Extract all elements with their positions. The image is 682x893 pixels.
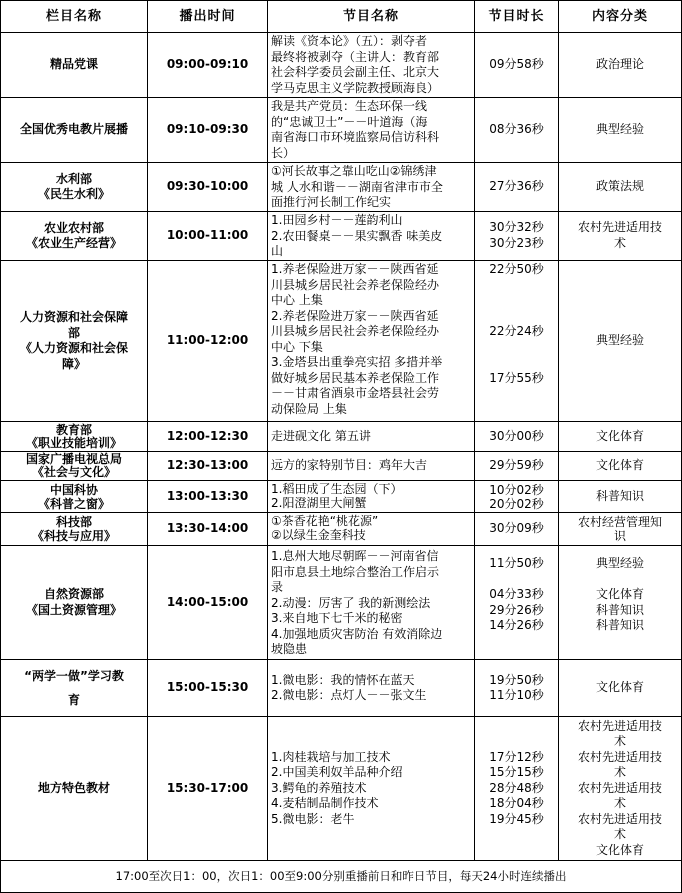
name-line: 《社会与文化》 xyxy=(31,465,116,479)
program-list xyxy=(268,33,474,97)
table-row-name xyxy=(1,212,147,260)
rebroadcast-note: 17:00至次日1：00，次日1：00至9:00分别重播前日和昨日节目，每天24小时连续播出 xyxy=(115,868,567,883)
program-list xyxy=(268,422,474,451)
program-line: ②以绿生金奎科技 xyxy=(271,528,366,542)
program-list xyxy=(268,481,474,512)
program-line: 中心 上集 xyxy=(271,293,323,307)
program-line: 解读《资本论》（五）：剥夺者 xyxy=(271,34,428,48)
air-time: 12:30-13:00 xyxy=(166,458,249,473)
category-value: 农村先进适用技 xyxy=(577,220,662,234)
name-line: 《国土资源管理》 xyxy=(25,602,122,617)
category xyxy=(559,660,681,716)
program-line: 动保险局 上集 xyxy=(271,401,347,416)
category xyxy=(559,422,681,451)
duration-value: 11分50秒 xyxy=(489,556,544,570)
duration-value: 30分00秒 xyxy=(489,428,544,443)
program-list xyxy=(268,98,474,162)
duration-value: 30分32秒 xyxy=(489,220,544,234)
program-list xyxy=(268,513,474,545)
category-value: 文化体育 xyxy=(595,458,644,473)
program-line: 南省海口市环境监察局信访科科 xyxy=(271,130,440,144)
category xyxy=(559,98,681,162)
name-line: 科技部 xyxy=(55,515,92,529)
air-time: 09:30-10:00 xyxy=(166,179,249,194)
program-line: 面推行河长制工作纪实 xyxy=(271,195,392,209)
name-line: “两学一做”学习教 xyxy=(24,669,124,683)
table-row-name xyxy=(1,261,147,421)
category-value: 文化体育 xyxy=(595,842,644,857)
duration xyxy=(475,422,558,451)
category-value: 农村先进适用技 xyxy=(577,718,662,733)
duration xyxy=(475,452,558,480)
table-row-name xyxy=(1,452,147,480)
category-value: 农村经营管理知 xyxy=(577,515,662,529)
program-line: 坡隐患 xyxy=(271,642,308,656)
name-line: 农业农村部 xyxy=(43,220,104,235)
category xyxy=(559,33,681,97)
program-line: 2.微电影：点灯人－－张文生 xyxy=(271,688,427,702)
name-line: 《科技与应用》 xyxy=(31,529,116,543)
program-line: 3.鳄龟的养殖技术 xyxy=(271,780,367,795)
category xyxy=(559,481,681,512)
program-line: 川县城乡居民社会养老保险经办 xyxy=(271,324,440,338)
category-value: 术 xyxy=(613,796,626,811)
category-value: 科普知识 xyxy=(595,602,644,617)
table-row-name xyxy=(1,163,147,211)
category-value: 政策法规 xyxy=(595,179,644,194)
duration-value: 11分10秒 xyxy=(489,688,544,702)
header-program-name: 节目名称 xyxy=(342,8,399,24)
program-list xyxy=(268,163,474,211)
program-line: 城 人水和谐－－湖南省津市市全 xyxy=(271,179,443,194)
air-time: 15:00-15:30 xyxy=(166,680,249,695)
duration xyxy=(475,163,558,211)
duration-value: 19分50秒 xyxy=(489,672,544,687)
category-value: 农村先进适用技 xyxy=(577,749,662,764)
category-value: 文化体育 xyxy=(595,587,644,601)
table-row-name xyxy=(1,717,147,860)
program-line: 1.田园乡村－－莲韵利山 xyxy=(271,213,403,227)
category-value: 农村先进适用技 xyxy=(577,811,662,826)
category-value: 典型经验 xyxy=(595,556,644,570)
program-list xyxy=(268,717,474,860)
header-column-name: 栏目名称 xyxy=(45,8,102,24)
name-line: 自然资源部 xyxy=(43,587,104,601)
category-value: 术 xyxy=(613,235,626,250)
category-value: 术 xyxy=(613,827,626,842)
duration-value: 30分23秒 xyxy=(489,235,544,250)
air-time: 10:00-11:00 xyxy=(166,228,249,243)
program-line: 的“忠诚卫士”－－叶道海（海 xyxy=(271,114,428,129)
program-line: ①河长故事之靠山吃山②锦绣津 xyxy=(271,164,437,178)
name-line: 育 xyxy=(67,693,80,707)
program-line: 2.农田餐桌－－果实飘香 味美皮 xyxy=(271,228,443,243)
duration xyxy=(475,33,558,97)
duration-value: 20分02秒 xyxy=(489,496,544,511)
duration-value: 22分50秒 xyxy=(489,262,544,276)
category-value: 识 xyxy=(613,529,626,543)
category xyxy=(559,513,681,545)
duration xyxy=(475,513,558,545)
air-time: 13:00-13:30 xyxy=(166,488,249,503)
name-line: 地方特色教材 xyxy=(37,780,110,795)
table-row-name xyxy=(1,481,147,512)
program-line: 最终将被剥夺（主讲人：教育部 xyxy=(271,49,440,64)
duration xyxy=(475,717,558,860)
duration xyxy=(475,261,558,421)
category xyxy=(559,717,681,860)
program-line: 走进砚文化 第五讲 xyxy=(271,428,371,443)
program-list xyxy=(268,212,474,260)
table-row-name xyxy=(1,546,147,659)
duration-value: 18分04秒 xyxy=(489,796,544,811)
category-value: 典型经验 xyxy=(595,122,644,137)
table-row-name xyxy=(1,513,147,545)
name-line: 中国科协 xyxy=(49,482,98,497)
category-value: 文化体育 xyxy=(595,680,644,695)
air-time: 11:00-12:00 xyxy=(166,333,249,348)
air-time: 09:10-09:30 xyxy=(166,122,249,137)
category-value: 文化体育 xyxy=(595,428,644,443)
category-value: 科普知识 xyxy=(595,618,644,632)
program-line: 做好城乡居民基本养老保险工作 xyxy=(271,370,440,385)
program-list xyxy=(268,660,474,716)
duration-value: 29分59秒 xyxy=(489,458,544,473)
duration-value: 04分33秒 xyxy=(489,587,544,601)
program-line: 1.养老保险进万家－－陕西省延 xyxy=(271,262,439,276)
category xyxy=(559,452,681,480)
name-line: 精品党课 xyxy=(49,57,98,72)
air-time: 12:00-12:30 xyxy=(166,428,249,443)
name-line: 人力资源和社会保障 xyxy=(19,310,128,324)
name-line: 《农业生产经营》 xyxy=(25,236,122,250)
program-line: 学马克思主义学院教授顾海良） xyxy=(271,80,440,95)
program-line: －－甘肃省酒泉市金塔县社会劳 xyxy=(271,386,440,400)
duration-value: 22分24秒 xyxy=(489,324,544,338)
category-value: 术 xyxy=(613,734,626,749)
air-time: 14:00-15:00 xyxy=(166,594,249,609)
program-line: 2.阳澄湖里大闸蟹 xyxy=(271,496,367,510)
duration-value: 10分02秒 xyxy=(489,482,544,497)
category xyxy=(559,163,681,211)
program-list xyxy=(268,261,474,421)
program-line: 3.金塔县出重拳亮实招 多措并举 xyxy=(271,355,443,369)
duration-value: 15分15秒 xyxy=(489,765,544,780)
table-row-name xyxy=(1,33,147,97)
duration-value: 17分12秒 xyxy=(489,749,544,764)
program-line: 1.肉桂栽培与加工技术 xyxy=(271,749,391,764)
header-category: 内容分类 xyxy=(591,8,648,24)
category-value: 农村先进适用技 xyxy=(577,780,662,795)
category xyxy=(559,212,681,260)
name-line: 《科普之窗》 xyxy=(37,496,110,511)
program-line: 2.动漫：厉害了 我的新测绘法 xyxy=(271,595,431,610)
program-line: 中心 下集 xyxy=(271,339,323,354)
program-line: 1.息州大地尽朝晖－－河南省信 xyxy=(271,549,439,563)
program-line: 1.稻田成了生态园（下） xyxy=(271,482,403,496)
category-value: 科普知识 xyxy=(595,488,644,503)
program-line: 5.微电影：老牛 xyxy=(271,811,355,826)
air-time: 09:00-09:10 xyxy=(166,57,249,72)
program-line: 阳市息县土地综合整治工作启示 xyxy=(271,564,440,579)
name-line: 《职业技能培训》 xyxy=(25,435,122,450)
air-time: 13:30-14:00 xyxy=(166,521,249,536)
program-line: 4.麦秸制品制作技术 xyxy=(271,796,379,811)
duration-value: 14分26秒 xyxy=(489,618,544,632)
category-value: 典型经验 xyxy=(595,333,644,348)
category xyxy=(559,261,681,421)
program-line: 4.加强地质灾害防治 有效消除边 xyxy=(271,626,443,641)
name-line: 水利部 xyxy=(55,171,92,186)
program-line: 川县城乡居民社会养老保险经办 xyxy=(271,277,440,292)
duration-value: 19分45秒 xyxy=(489,811,544,826)
category-value: 术 xyxy=(613,765,626,780)
program-line: 长） xyxy=(271,145,296,160)
duration-value: 29分26秒 xyxy=(489,602,544,617)
name-line: 障》 xyxy=(61,356,86,371)
program-line: 远方的家特别节目：鸡年大吉 xyxy=(271,458,428,473)
name-line: 《民生水利》 xyxy=(37,187,110,201)
program-line: 山 xyxy=(271,244,284,258)
program-list xyxy=(268,546,474,659)
duration-value: 30分09秒 xyxy=(489,521,544,536)
program-line: 社会科学委员会副主任、北京大 xyxy=(271,65,440,79)
duration xyxy=(475,546,558,659)
program-line: 1.微电影：我的情怀在蓝天 xyxy=(271,672,415,687)
program-line: 3.来自地下七千米的秘密 xyxy=(271,611,403,625)
category xyxy=(559,546,681,659)
table-row-name xyxy=(1,422,147,451)
table-row-name xyxy=(1,98,147,162)
duration-value: 27分36秒 xyxy=(489,179,544,194)
header-air-time: 播出时间 xyxy=(179,8,236,24)
program-line: 录 xyxy=(271,580,284,594)
air-time: 15:30-17:00 xyxy=(166,780,249,795)
program-list xyxy=(268,452,474,480)
duration-value: 17分55秒 xyxy=(489,370,544,385)
table-row-name xyxy=(1,660,147,716)
name-line: 部 xyxy=(67,325,80,340)
duration xyxy=(475,481,558,512)
duration xyxy=(475,660,558,716)
duration xyxy=(475,98,558,162)
duration-value: 28分48秒 xyxy=(489,780,544,795)
program-line: 2.养老保险进万家－－陕西省延 xyxy=(271,308,439,323)
duration-value: 09分58秒 xyxy=(489,57,544,72)
name-line: 《人力资源和社会保 xyxy=(19,341,128,355)
duration xyxy=(475,212,558,260)
name-line: 教育部 xyxy=(55,422,92,437)
duration-value: 08分36秒 xyxy=(489,122,544,137)
program-line: ①茶香花艳“桃花源” xyxy=(271,514,379,528)
header-duration: 节目时长 xyxy=(488,8,545,24)
name-line: 全国优秀电教片展播 xyxy=(19,122,128,137)
program-line: 我是共产党员：生态环保一线 xyxy=(271,99,428,113)
category-value: 政治理论 xyxy=(595,57,644,72)
name-line: 国家广播电视总局 xyxy=(25,452,122,466)
program-line: 2.中国美利奴羊品种介绍 xyxy=(271,765,403,780)
